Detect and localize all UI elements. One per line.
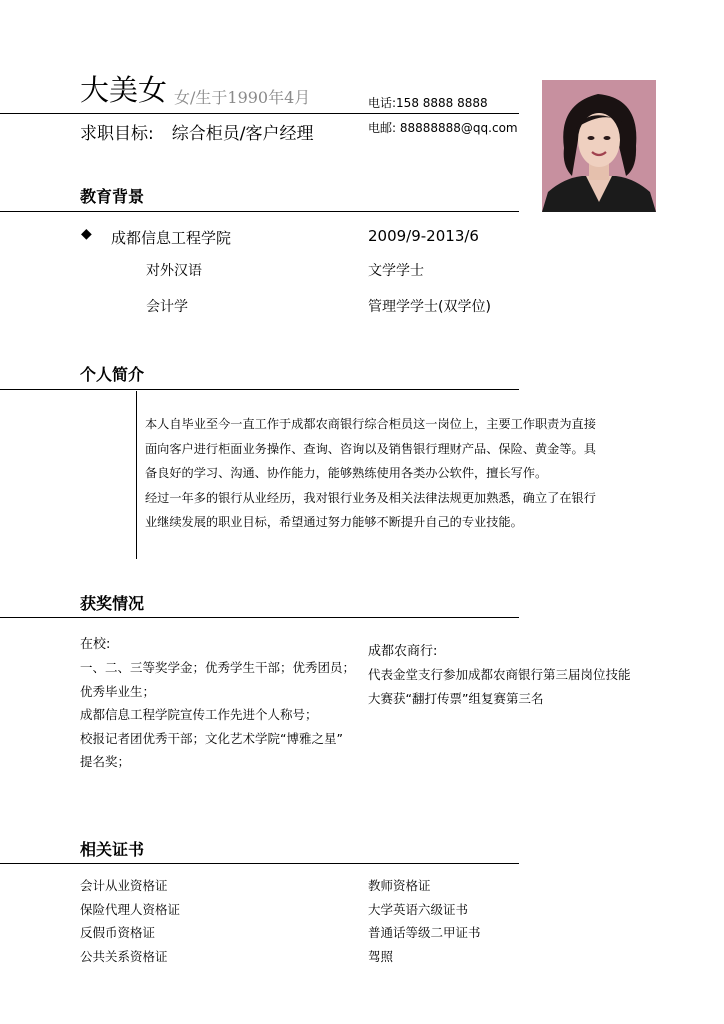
education-divider <box>0 211 519 212</box>
list-item: 大学英语六级证书 <box>368 901 469 917</box>
certificates-right-list <box>368 874 481 968</box>
list-item: 校报记者团优秀干部；文化艺术学院“博雅之星” <box>80 730 343 746</box>
header-divider <box>0 113 519 114</box>
profile-line: 面向客户进行柜面业务操作、查询、咨询以及销售银行理财产品、保险、黄金等。具 <box>145 441 596 456</box>
profile-text <box>145 412 655 535</box>
profile-vertical-line <box>136 391 137 559</box>
awards-bank-list <box>368 663 631 710</box>
awards-school-list <box>80 656 355 774</box>
awards-bank-heading: 成都农商行: <box>368 644 438 659</box>
awards-heading: 获奖情况 <box>80 594 145 613</box>
study-period: 2009/9-2013/6 <box>368 227 479 245</box>
diamond-bullet-icon: ◆ <box>81 226 92 242</box>
profile-line: 本人自毕业至今一直工作于成都农商银行综合柜员这一岗位上，主要工作职责为直接 <box>145 417 596 431</box>
list-item: 大赛获“翻打传票”组复赛第三名 <box>368 690 544 706</box>
profile-line: 经过一年多的银行从业经历，我对银行业务及相关法律法规更加熟悉，确立了在银行 <box>145 490 596 505</box>
list-item: 普通话等级二甲证书 <box>368 925 481 940</box>
list-item: 公共关系资格证 <box>80 948 168 964</box>
list-item: 反假币资格证 <box>80 925 156 940</box>
portrait-image <box>542 80 656 212</box>
profile-photo <box>542 80 656 212</box>
list-item: 会计从业资格证 <box>80 878 168 893</box>
list-item: 一、二、三等奖学金；优秀学生干部；优秀团员； <box>80 660 356 675</box>
list-item: 成都信息工程学院宣传工作先进个人称号； <box>80 707 318 722</box>
profile-line: 备良好的学习、沟通、协作能力，能够熟练使用各类办公软件，擅长写作。 <box>145 466 548 480</box>
profile-divider <box>0 389 519 390</box>
gender-birth: 女/生于1990年4月 <box>174 88 311 107</box>
certificates-left-list <box>80 874 180 968</box>
phone-text: 电话:158 8888 8888 <box>368 96 488 110</box>
awards-school-heading: 在校: <box>80 637 111 652</box>
list-item: 代表金堂支行参加成都农商银行第三届岗位技能 <box>368 667 631 682</box>
list-item: 保险代理人资格证 <box>80 901 181 917</box>
certificates-divider <box>0 863 519 864</box>
degree-2: 管理学学士(双学位) <box>368 299 491 315</box>
certificates-heading: 相关证书 <box>80 840 145 859</box>
awards-divider <box>0 617 519 618</box>
candidate-name: 大美女 <box>80 73 168 107</box>
profile-line: 业继续发展的职业目标，希望通过努力能够不断提升自己的专业技能。 <box>145 515 523 529</box>
profile-heading: 个人简介 <box>80 365 145 384</box>
list-item: 教师资格证 <box>368 878 431 893</box>
education-heading: 教育背景 <box>80 187 145 206</box>
school-name: 成都信息工程学院 <box>111 229 232 247</box>
degree-1: 文学学士 <box>368 263 424 279</box>
objective-label: 求职目标: <box>80 124 154 144</box>
list-item: 驾照 <box>368 948 394 964</box>
major-1: 对外汉语 <box>146 263 202 279</box>
list-item: 提名奖； <box>80 754 131 769</box>
list-item: 优秀毕业生； <box>80 683 156 699</box>
major-2: 会计学 <box>146 299 188 315</box>
email-text: 电邮: 88888888@qq.com <box>368 121 518 135</box>
objective-value: 综合柜员/客户经理 <box>171 124 314 144</box>
job-objective <box>80 119 313 144</box>
